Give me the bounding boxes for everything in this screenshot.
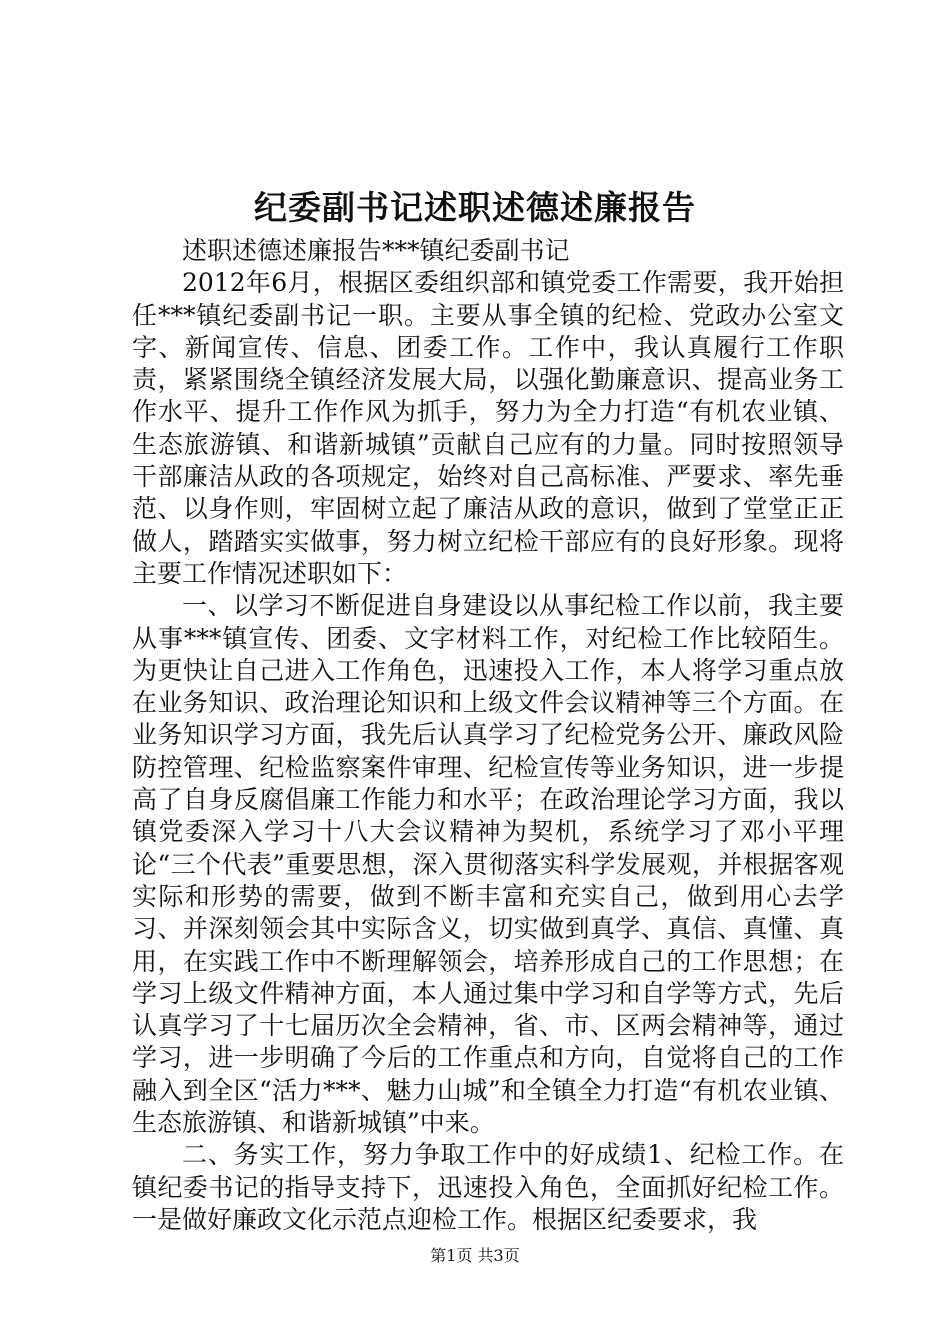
paragraph-intro: 2012年6月，根据区委组织部和镇党委工作需要，我开始担任***镇纪委副书记一职。主要从事全镇的纪检、党政办公室文字、新闻宣传、信息、团委工作。工作中，我认真履行工作职责，紧紧围绕全镇经济发展大局，以强化勤廉意识、提高业务工作水平、提升工作作风为抓手，努力为全力打造“有机农业镇、生态旅游镇、和谐新城镇”贡献自己应有的力量。同时按照领导干部廉洁从政的各项规定，始终对自己高标准、严要求、率先垂范、以身作则，牢固树立起了廉洁从政的意识，做到了堂堂正正做人，踏踏实实做事，努力树立纪检干部应有的良好形象。现将主要工作情况述职如下： xyxy=(132,268,844,588)
paragraph-section-1: 一、以学习不断促进自身建设以从事纪检工作以前，我主要从事***镇宣传、团委、文字材料工作，对纪检工作比较陌生。为更快让自己进入工作角色，迅速投入工作，本人将学习重点放在业务知识、政治理论知识和上级文件会议精神等三个方面。在业务知识学习方面，我先后认真学习了纪检党务公开、廉政风险防控管理、纪检监察案件审理、纪检宣传等业务知识，进一步提高了自身反腐倡廉工作能力和水平；在政治理论学习方面，我以镇党委深入学习十八大会议精神为契机，系统学习了邓小平理论“三个代表”重要思想，深入贯彻落实科学发展观，并根据客观实际和形势的需要，做到不断丰富和充实自己，做到用心去学习、并深刻领会其中实际含义，切实做到真学、真信、真懂、真用，在实践工作中不断理解领会，培养形成自己的工作思想；在学习上级文件精神方面，本人通过集中学习和自学等方式，先后认真学习了十七届历次全会精神，省、市、区两会精神等，通过学习，进一步明确了今后的工作重点和方向，自觉将自己的工作融入到全区“活力***、魅力山城”和全镇全力打造“有机农业镇、生态旅游镇、和谐新城镇”中来。 xyxy=(132,591,844,1138)
page-number-footer: 第1页 共3页 xyxy=(430,1246,520,1265)
paragraph-section-2: 二、务实工作，努力争取工作中的好成绩1、纪检工作。在镇纪委书记的指导支持下，迅速投入角色，全面抓好纪检工作。一是做好廉政文化示范点迎检工作。根据区纪委要求，我 xyxy=(132,1140,844,1234)
document-title: 纪委副书记述职述德述廉报告 xyxy=(254,188,696,227)
document-body xyxy=(132,235,844,1236)
paragraph-subtitle: 述职述德述廉报告***镇纪委副书记 xyxy=(182,236,570,265)
